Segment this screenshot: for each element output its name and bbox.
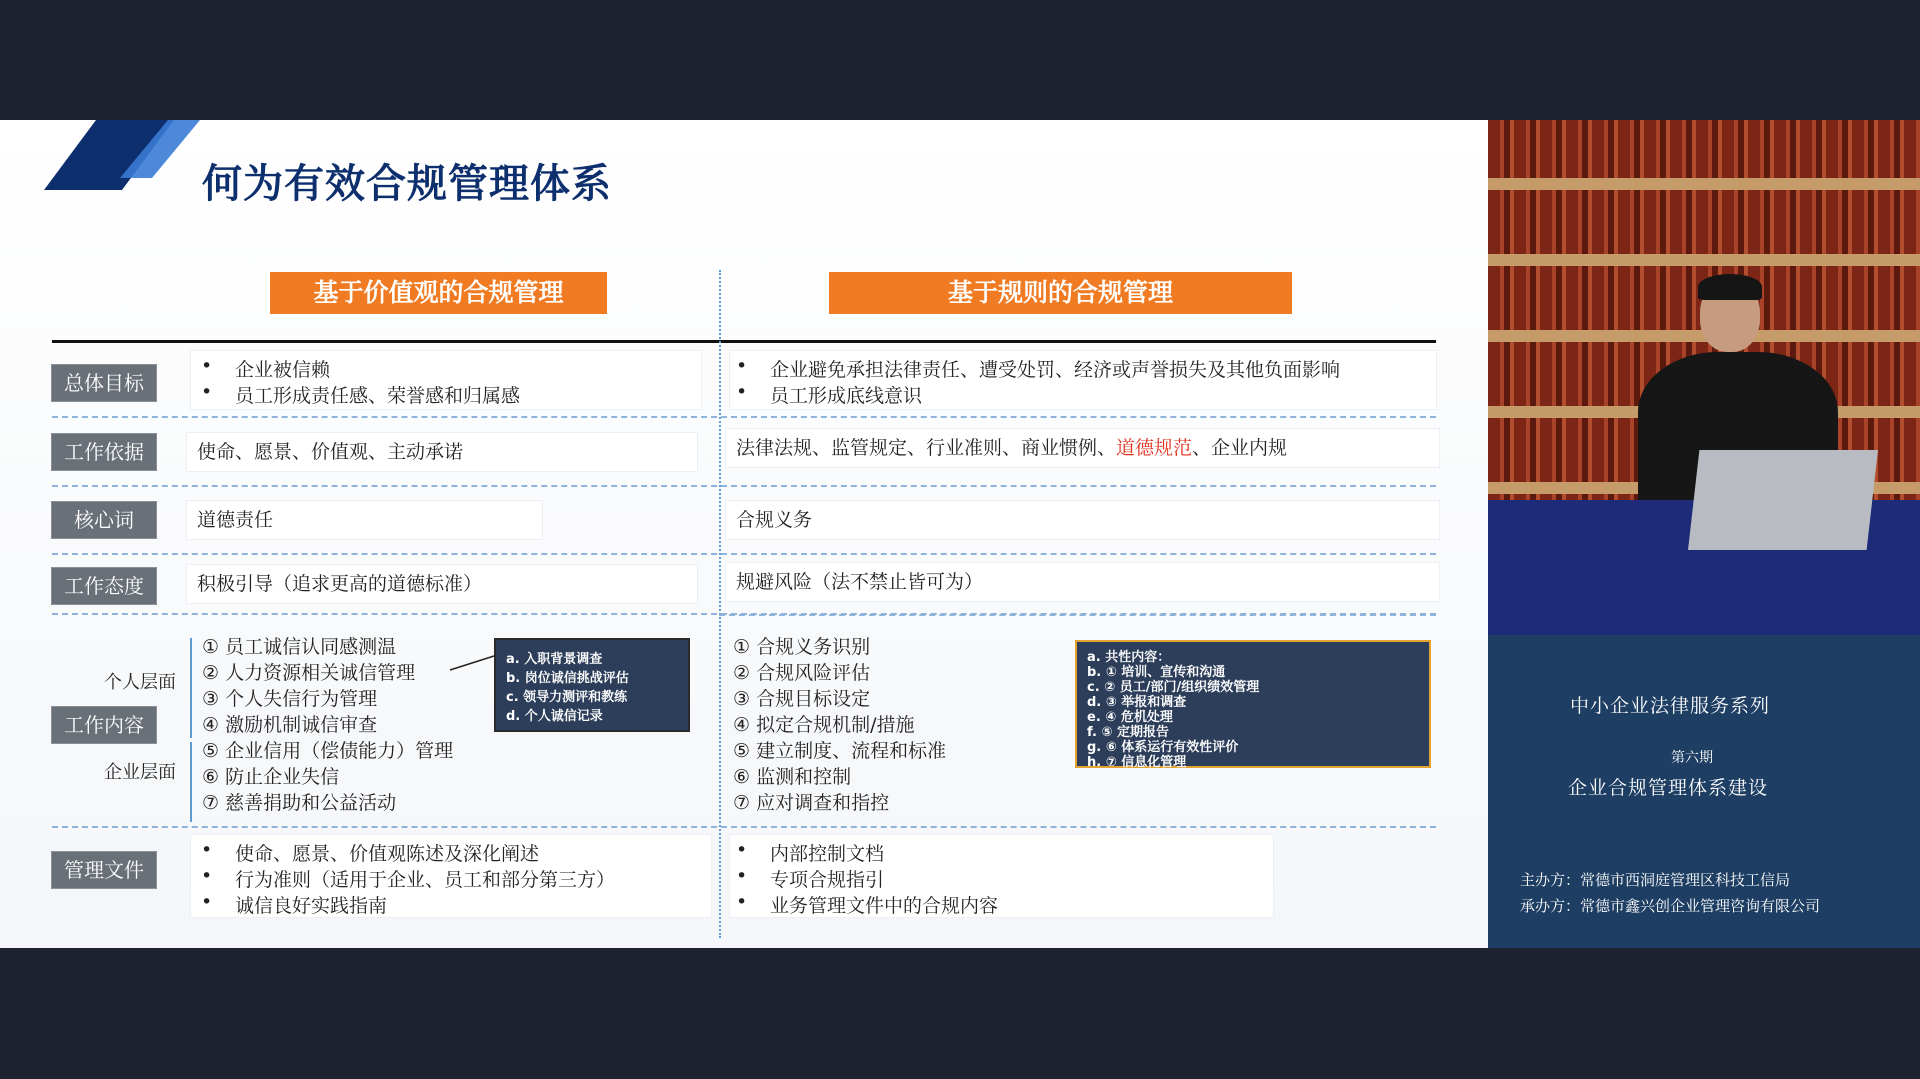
docs-left-item: 诚信良好实践指南	[235, 895, 388, 917]
content-left-item: ⑥ 防止企业失信	[202, 766, 340, 788]
connector-line	[448, 650, 496, 674]
content-right-item: ⑦ 应对调查和指控	[733, 792, 890, 814]
row-label-keyword: 核心词	[51, 501, 157, 539]
personal-measure: d. 个人诚信记录	[506, 709, 603, 724]
content-right-list	[727, 628, 1072, 822]
content-left-item: ③ 个人失信行为管理	[202, 688, 378, 710]
docs-left-item: 行为准则（适用于企业、员工和部分第三方）	[235, 869, 616, 891]
content-right-item: ① 合规义务识别	[733, 636, 871, 658]
basis-right-highlight: 道德规范	[1116, 437, 1193, 459]
goal-left-cell: • 企业被信赖 • 员工形成责任感、荣誉感和归属感	[190, 350, 702, 410]
common-content-box	[1075, 640, 1431, 768]
personal-level-label: 个人层面	[104, 672, 176, 693]
laptop	[1688, 450, 1878, 550]
goal-right-cell: • 企业避免承担法律责任、遭受处罚、经济或声誉损失及其他负面影响 • 员工形成底线意识	[729, 350, 1437, 410]
content-left-item: ② 人力资源相关诚信管理	[202, 662, 416, 684]
goal-right-item: 员工形成底线意识	[770, 385, 923, 407]
content-right-item: ③ 合规目标设定	[733, 688, 871, 710]
host-line: 主办方：常德市西洞庭管理区科技工信局	[1520, 871, 1791, 889]
series-info-panel	[1488, 635, 1920, 948]
goal-right-item: 企业避免承担法律责任、遭受处罚、经济或声誉损失及其他负面影响	[770, 359, 1341, 381]
docs-left-item: 使命、愿景、价值观陈述及深化阐述	[235, 843, 540, 865]
docs-right-item: 专项合规指引	[770, 869, 885, 891]
keyword-left-cell: 道德责任	[186, 500, 543, 540]
enterprise-bracket	[190, 742, 192, 822]
presenter-video	[1488, 120, 1920, 635]
content-left-item: ④ 激励机制诚信审查	[202, 714, 378, 736]
personal-measure: a. 入职背景调查	[506, 652, 603, 667]
row-divider	[52, 485, 1436, 487]
row-label-basis: 工作依据	[51, 433, 157, 471]
common-content-item: c. ② 员工/部门/组织绩效管理	[1087, 680, 1260, 695]
basis-right-text: 法律法规、监管规定、行业准则、商业惯例、	[736, 437, 1117, 459]
issue-label: 第六期	[1671, 750, 1713, 766]
common-content-item: f. ⑤ 定期报告	[1087, 725, 1169, 740]
table-top-rule	[52, 340, 1436, 343]
content-left-item: ⑤ 企业信用（偿债能力）管理	[202, 740, 454, 762]
personal-measure: b. 岗位诚信挑战评估	[506, 671, 629, 686]
attitude-right-cell: 规避风险（法不禁止皆可为）	[725, 562, 1440, 602]
personal-measures-box	[494, 638, 690, 732]
common-content-item: a. 共性内容：	[1087, 650, 1171, 665]
common-content-item: e. ④ 危机处理	[1087, 710, 1173, 725]
content-left-item: ⑦ 慈善捐助和公益活动	[202, 792, 397, 814]
row-divider	[52, 553, 1436, 555]
content-right-item: ⑥ 监测和控制	[733, 766, 852, 788]
docs-left-cell: • 使命、愿景、价值观陈述及深化阐述 • 行为准则（适用于企业、员工和部分第三方） • 诚信良好实践指南	[190, 834, 712, 918]
common-content-item: d. ③ 举报和调查	[1087, 695, 1187, 710]
topic-title: 企业合规管理体系建设	[1568, 777, 1769, 799]
content-right-item: ④ 拟定合规机制/措施	[733, 714, 915, 736]
attitude-left-cell: 积极引导（追求更高的道德标准）	[186, 564, 698, 604]
docs-right-item: 业务管理文件中的合规内容	[770, 895, 999, 917]
row-divider	[52, 826, 1436, 828]
bookshelf	[1488, 178, 1920, 190]
personal-measure: c. 领导力测评和教练	[506, 690, 628, 705]
content-right-item: ⑤ 建立制度、流程和标准	[733, 740, 947, 762]
basis-right-cell	[725, 428, 1440, 468]
docs-right-cell: • 内部控制文档 • 专项合规指引 • 业务管理文件中的合规内容	[729, 834, 1274, 918]
slide-title: 何为有效合规管理体系	[202, 161, 612, 207]
row-label-goal: 总体目标	[51, 364, 157, 402]
common-content-item: b. ① 培训、宣传和沟通	[1087, 665, 1226, 680]
column-divider	[719, 270, 721, 938]
basis-left-cell: 使命、愿景、价值观、主动承诺	[186, 432, 698, 472]
content-right-item: ② 合规风险评估	[733, 662, 871, 684]
docs-right-item: 内部控制文档	[770, 843, 885, 865]
right-column-header: 基于规则的合规管理	[829, 272, 1292, 314]
bookshelf	[1488, 254, 1920, 266]
personal-bracket	[190, 638, 192, 738]
row-label-attitude: 工作态度	[51, 567, 157, 605]
presenter-hair	[1698, 274, 1762, 300]
presentation-slide	[0, 120, 1488, 948]
row-label-docs: 管理文件	[51, 851, 157, 889]
organizer-line: 承办方：常德市鑫兴创企业管理咨询有限公司	[1520, 897, 1821, 915]
left-column-header: 基于价值观的合规管理	[270, 272, 607, 314]
common-content-item: g. ⑥ 体系运行有效性评价	[1087, 740, 1239, 755]
row-label-content: 工作内容	[51, 706, 157, 744]
row-divider	[52, 416, 1436, 418]
basis-right-text-end: 、企业内规	[1192, 437, 1288, 459]
goal-left-item: 企业被信赖	[235, 359, 331, 381]
enterprise-level-label: 企业层面	[104, 762, 176, 783]
row-divider	[719, 614, 1436, 616]
content-left-item: ① 员工诚信认同感测温	[202, 636, 397, 658]
series-title: 中小企业法律服务系列	[1570, 695, 1771, 717]
common-content-item: h. ⑦ 信息化管理	[1087, 755, 1187, 770]
keyword-right-cell: 合规义务	[725, 500, 1440, 540]
goal-left-item: 员工形成责任感、荣誉感和归属感	[235, 385, 521, 407]
